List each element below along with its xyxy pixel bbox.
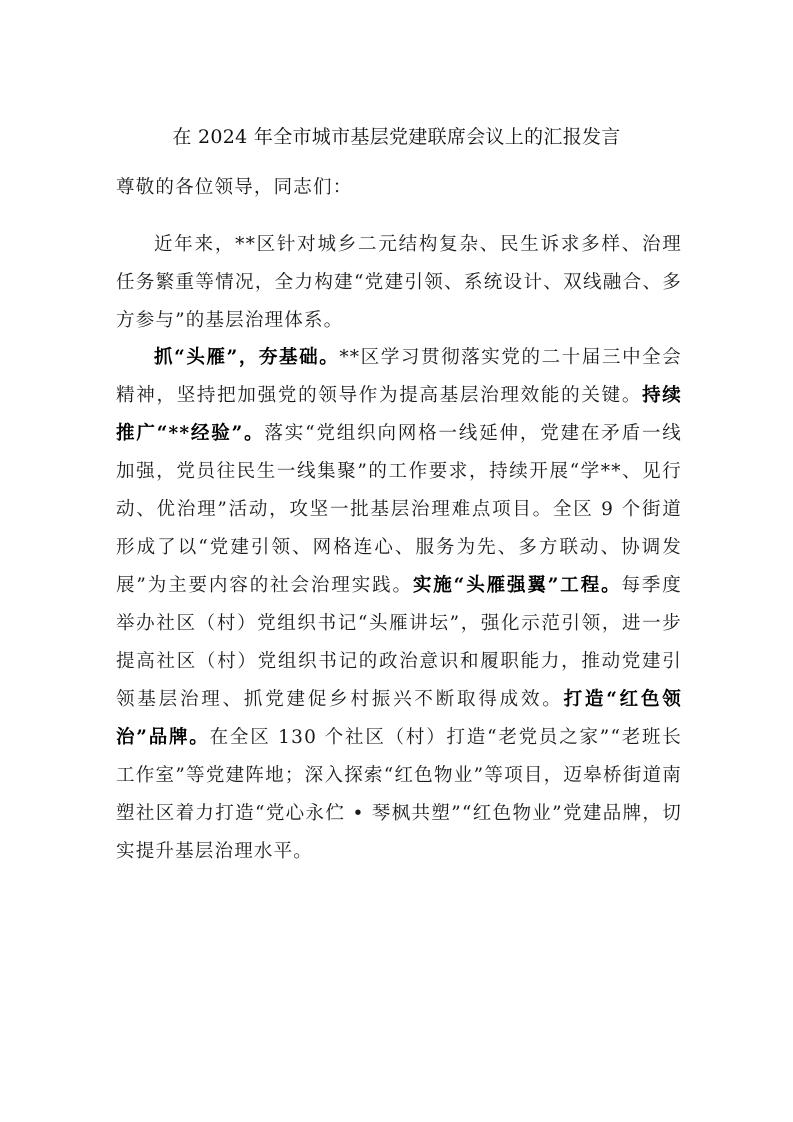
subheading-promote-experience: 持续推广“**经验”。	[116, 385, 682, 444]
paragraph-text: 落实“党组织向网格一线延伸，党建在矛盾一线加强，党员往民生一线集聚”的工作要求，持续开展“学**、见行动、优治理”活动，攻坚一批基层治理难点项目。全区 9 个街道形成了以“党建引领、网格连心、服务为先、多方联动、协调发展”为主要内容的社会治理实践。	[116, 423, 682, 596]
paragraph-text: 每季度举办社区（村）党组织书记“头雁讲坛”，强化示范引领，进一步提高社区（村）党组织书记的政治意识和履职能力，推动党建引领基层治理、抓党建促乡村振兴不断取得成效。	[116, 575, 682, 710]
salutation: 尊敬的各位领导，同志们：	[116, 177, 353, 198]
document-title: 在 2024 年全市城市基层党建联席会议上的汇报发言	[172, 126, 621, 148]
paragraph-intro: 近年来，**区针对城乡二元结构复杂、民生诉求多样、治理任务繁重等情况，全力构建“党建引领、系统设计、双线融合、多方参与”的基层治理体系。	[116, 234, 682, 331]
subheading-red-governance-brand: 打造“红色领治”品牌。	[116, 689, 683, 748]
paragraph-head-goose	[116, 339, 682, 871]
paragraph-text: 在全区 130 个社区（村）打造“老党员之家”“老班长工作室”等党建阵地；深入探索“红色物业”等项目，迈皋桥街道南塑社区着力打造“党心永伫 • 琴枫共塑”“红色物业”党建品牌，切实提升基层治理水平。	[116, 727, 682, 862]
section-heading: 抓“头雁”，夯基础。	[154, 347, 340, 368]
subheading-head-goose-project: 实施“头雁强翼”工程。	[412, 575, 622, 596]
paragraph-text: **区学习贯彻落实党的二十届三中全会精神，坚持把加强党的领导作为提高基层治理效能的关键。	[116, 347, 682, 406]
